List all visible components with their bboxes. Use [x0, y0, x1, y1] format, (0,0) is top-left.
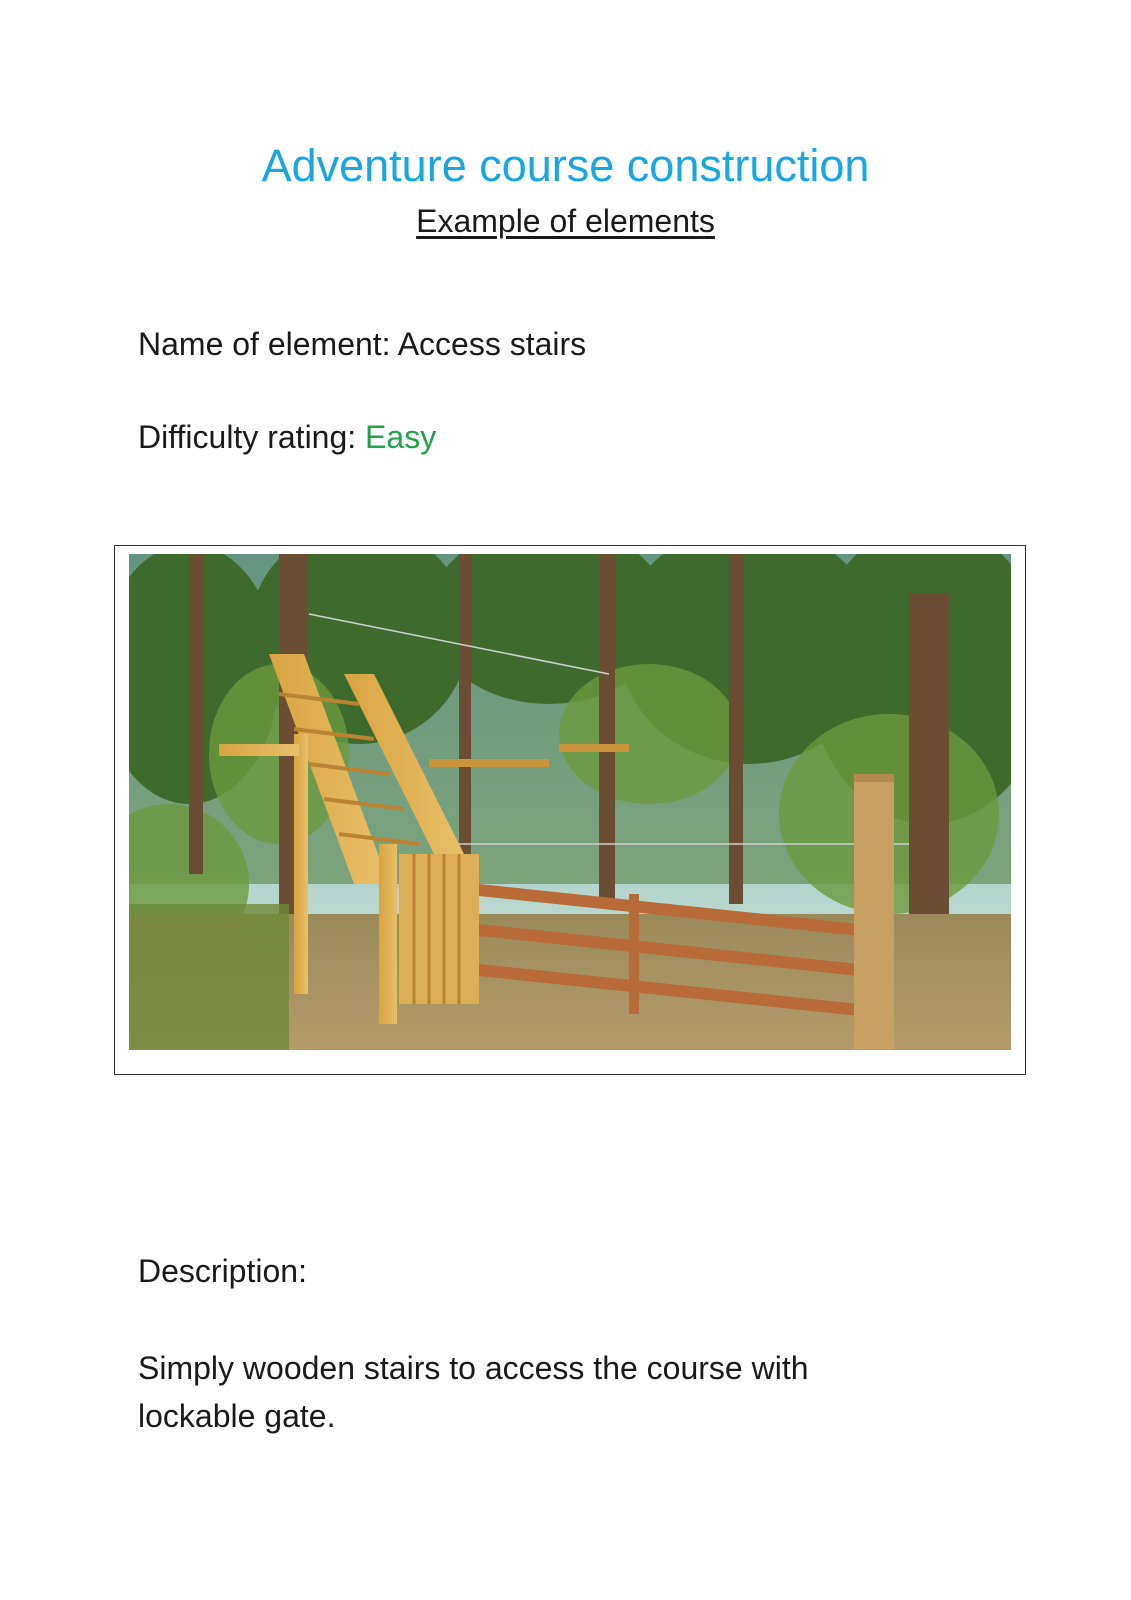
- description-text: Simply wooden stairs to access the course with lockable gate.: [138, 1350, 809, 1434]
- page-subtitle: Example of elements: [416, 203, 715, 239]
- description-label: Description:: [138, 1253, 307, 1289]
- page-title: Adventure course construction: [261, 140, 870, 191]
- photo-frame: [114, 545, 1026, 1075]
- element-name-field: [138, 326, 586, 363]
- difficulty-label: Difficulty rating:: [138, 419, 357, 455]
- element-name-label: Name of element:: [138, 326, 391, 362]
- element-name-value: Access stairs: [397, 326, 587, 362]
- difficulty-field: [138, 419, 436, 456]
- difficulty-value: Easy: [365, 419, 437, 455]
- access-stairs-photo: [129, 554, 1011, 1050]
